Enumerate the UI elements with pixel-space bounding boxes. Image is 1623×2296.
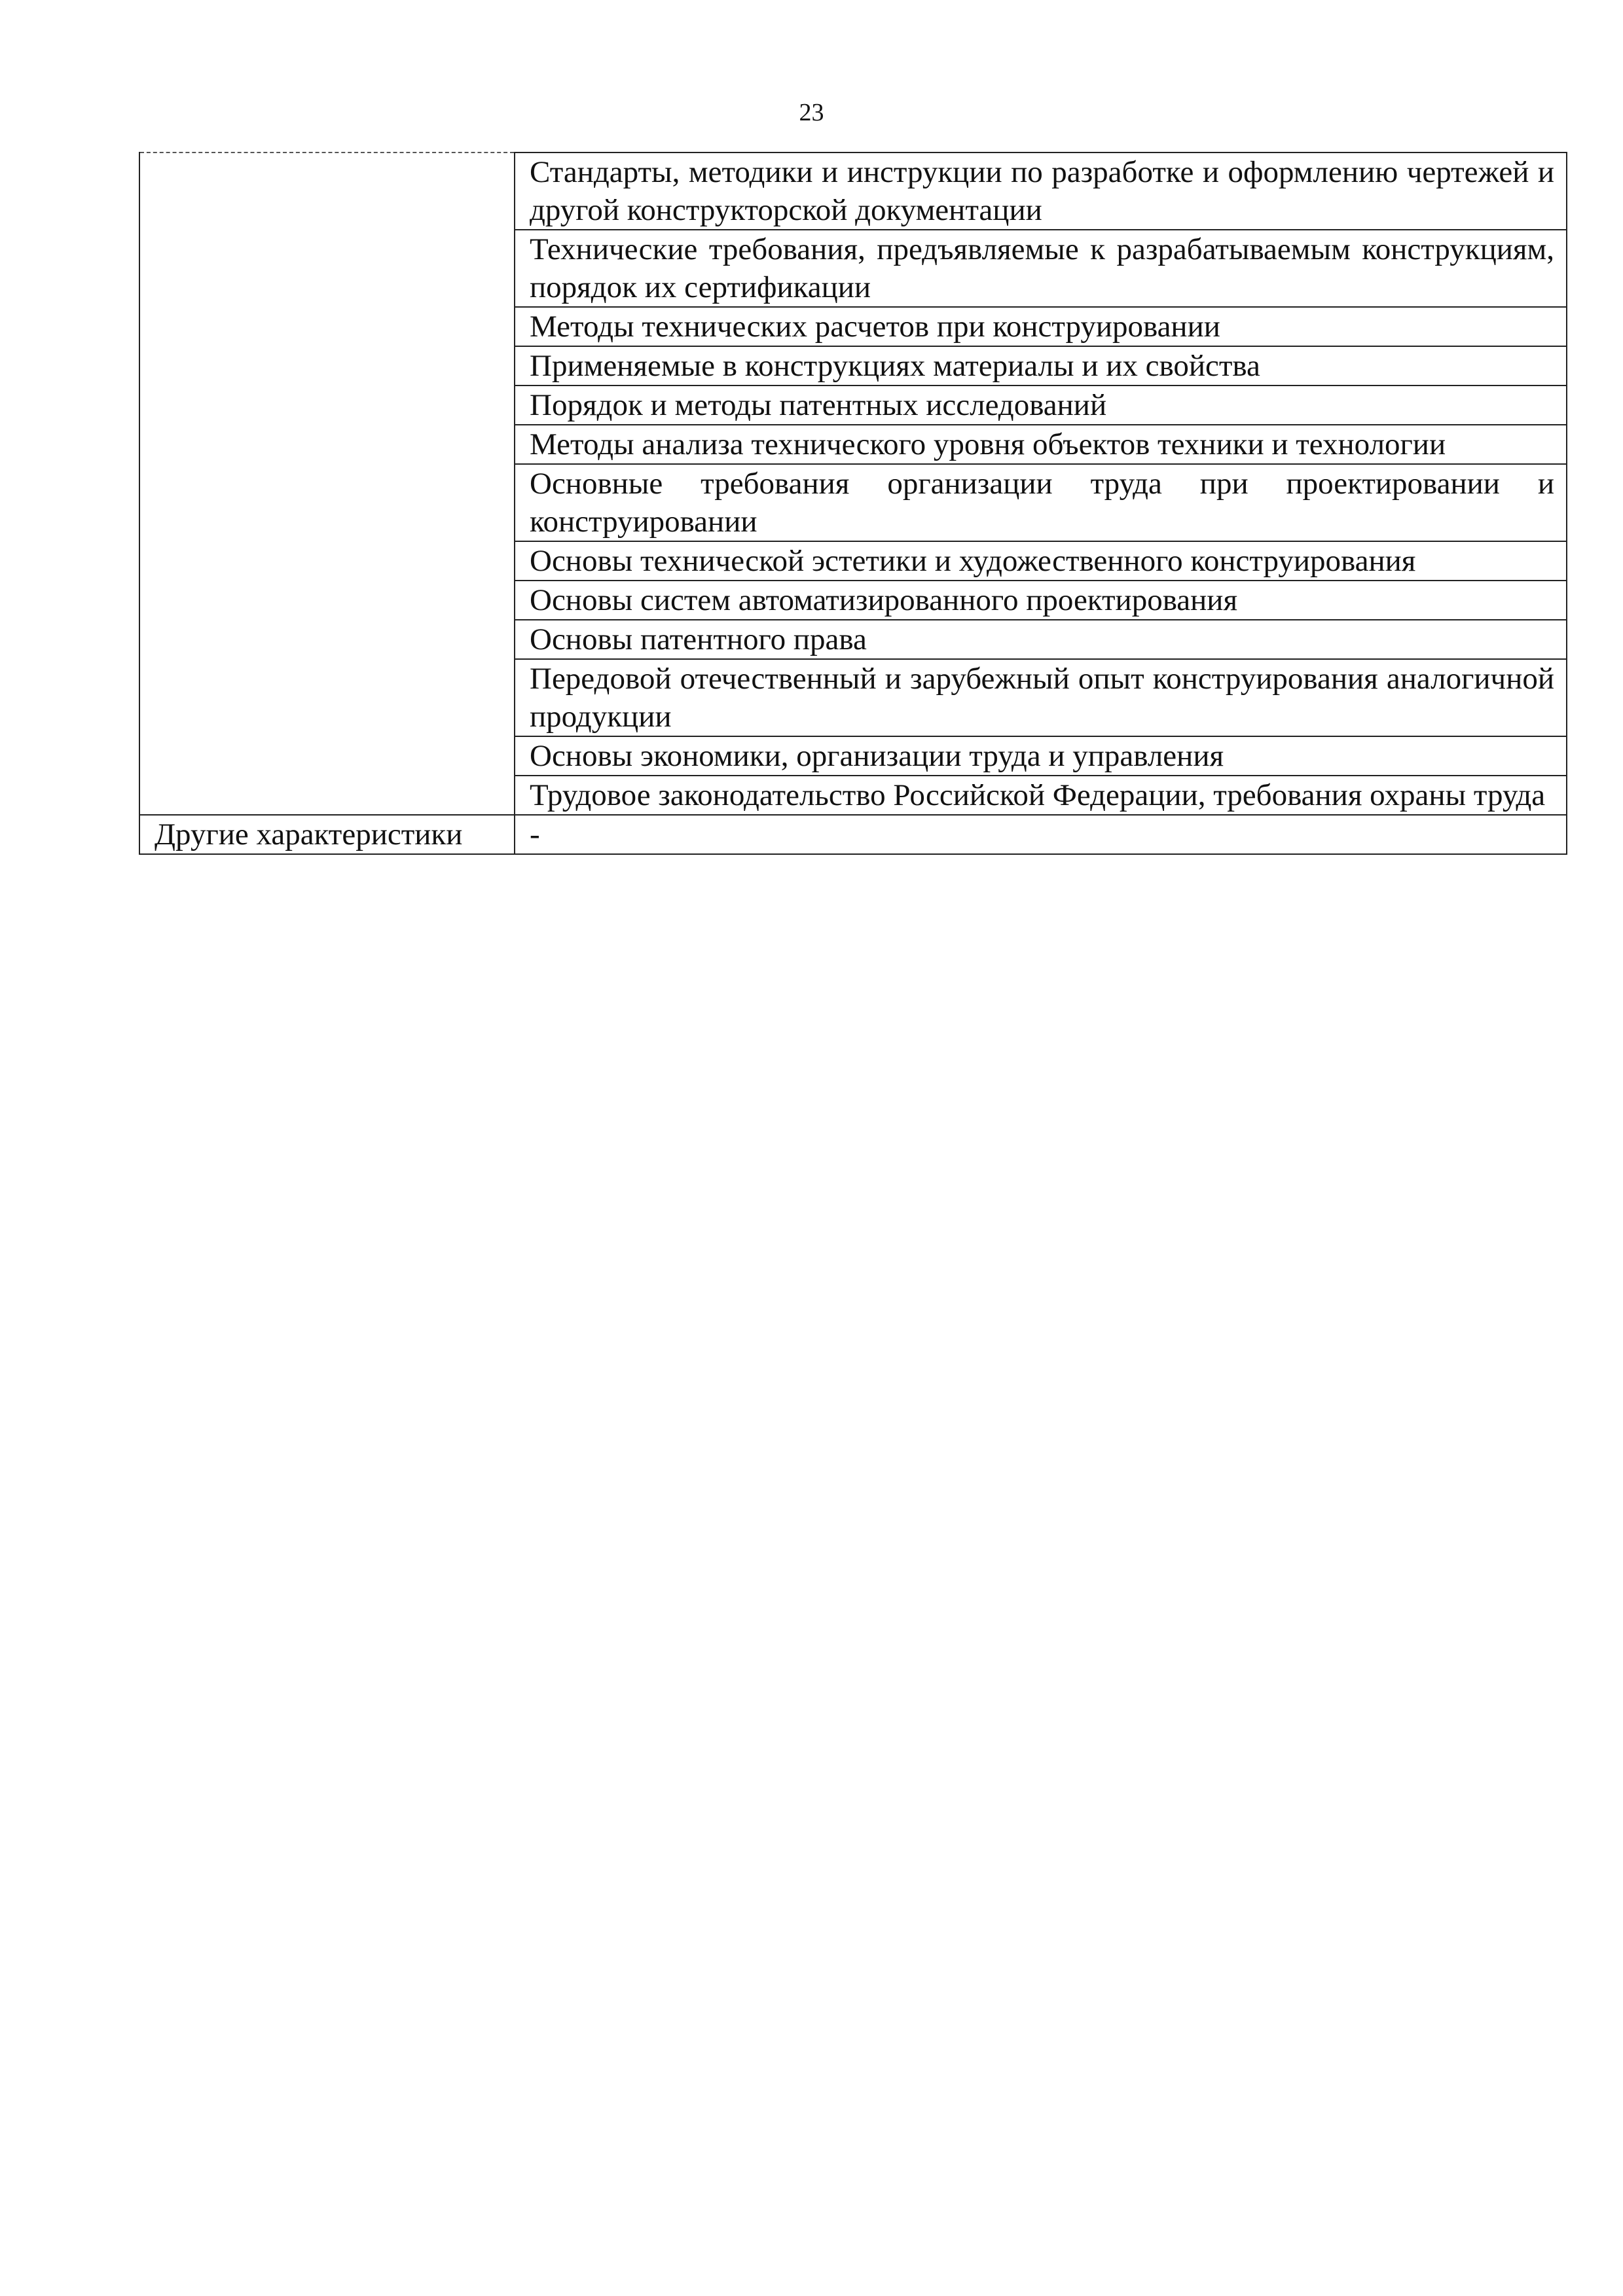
knowledge-item: Трудовое законодательство Российской Федерации, требования охраны труда [515, 776, 1567, 815]
other-characteristics-value: - [515, 815, 1567, 854]
knowledge-item: Основные требования организации труда при проектировании и конструировании [515, 464, 1567, 541]
knowledge-item: Применяемые в конструкциях материалы и их свойства [515, 346, 1567, 386]
empty-label-cell [139, 152, 515, 815]
knowledge-item: Методы анализа технического уровня объектов техники и технологии [515, 425, 1567, 464]
knowledge-item: Основы систем автоматизированного проектирования [515, 581, 1567, 620]
knowledge-item: Основы патентного права [515, 620, 1567, 659]
knowledge-item: Порядок и методы патентных исследований [515, 386, 1567, 425]
knowledge-table [139, 152, 1567, 855]
knowledge-item: Передовой отечественный и зарубежный опыт конструирования аналогичной продукции [515, 659, 1567, 736]
knowledge-item: Основы экономики, организации труда и управления [515, 736, 1567, 776]
table-row-other-characteristics [139, 815, 1567, 854]
knowledge-item: Технические требования, предъявляемые к разрабатываемым конструкциям, порядок их сертификации [515, 230, 1567, 307]
other-characteristics-label: Другие характеристики [139, 815, 515, 854]
knowledge-item: Основы технической эстетики и художественного конструирования [515, 541, 1567, 581]
knowledge-item: Методы технических расчетов при конструировании [515, 307, 1567, 346]
table-row [139, 152, 1567, 230]
page-number: 23 [799, 99, 824, 126]
knowledge-item: Стандарты, методики и инструкции по разработке и оформлению чертежей и другой конструкторской документации [515, 152, 1567, 230]
